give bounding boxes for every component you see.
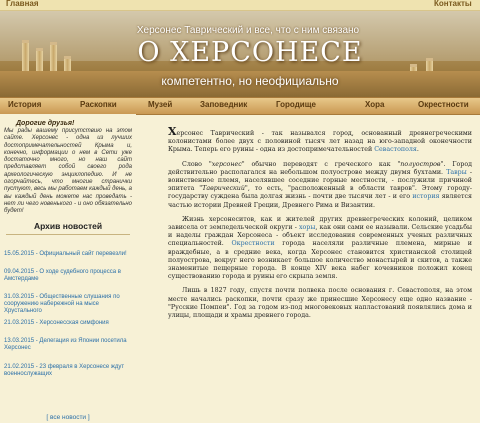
sevastopol-link[interactable]: Севастополя [374,146,417,154]
home-link[interactable]: Главная [6,0,39,8]
news-item[interactable]: 13.03.2015 - Делегация из Японии посетила Херсонес [4,338,127,351]
top-bar [0,0,480,11]
sidebar [0,114,136,423]
news-item[interactable]: 15.05.2015 - Официальный сайт перевезли! [4,251,127,257]
divider [6,234,130,235]
article-paragraph: Херсонес Таврический - так назывался город, основанный древнегреческими колонистами более двух с половиной тысяч лет назад на юго-западной оконечности Крыма. Теперь его руины - одна из достопримечательностей Севастополя. [168,125,472,154]
taurians-link[interactable]: Тавры [446,168,467,176]
nav-item-surroundings[interactable]: Окрестности [418,100,469,109]
history-link[interactable]: история [412,193,440,201]
chora-link[interactable]: хоры [298,224,316,232]
all-news-link[interactable]: [ все новости ] [46,414,90,421]
news-archive-title: Архив новостей [33,221,103,231]
surroundings-link[interactable]: Окрестности [231,240,275,248]
news-item[interactable]: 09.04.2015 - О ходе судебного процесса в Амстердаме [4,269,121,282]
site-title: О ХЕРСОНЕСЕ [137,37,363,68]
nav-item-excavations[interactable]: Раскопки [80,100,117,109]
article-paragraph: Жизнь херсонеситов, как и жителей других древнегреческих колоний, целиком зависела от земледельческой округи - хоры, как они сами ее называли. Сельские усадьбы и наделы граждан Херсонеса - объект исследования современных ученых различных специальностей. Окрестности города населяли различные племена, мирные и враждебные, а в средние века, когда Херсонес становится христианской столицей полуострова, вокруг него возникает большое количество монастырей и скитов, а также знаменитые пещерные города. В конце XIV века набег кочевников положил конец существованию города и руины его скрыла земля. [168,215,473,281]
article-paragraph: Лишь в 1827 году, спустя почти полвека после основания г. Севастополя, на этом месте начались раскопки, почти сразу же принесшие Херсонесу еще одно название - "Русские Помпеи". Год за годом из-под многовековых напластований появлялись дома и улицы, площади и храмы древнего города. [168,287,472,320]
news-item[interactable]: 21.02.2015 - 23 февраля в Херсонесе ждут военнослужащих [4,364,125,377]
nav-item-reserve[interactable]: Заповедник [200,100,248,109]
article-paragraph: Слово "херсонес" обычно переводят с греческого как "полуостров". Город действительно располагался на небольшом полуострове между двумя бухтами. Тавры - воинственное племя, населявшее соседние горные местности, - послужили причиной эпитета "Таврический", то есть, "расположенный в области тавров". Этому городу-государству суждена была долгая жизнь - почти две тысячи лет - и его история является частью истории Древней Греции, Древнего Рима и Византии. [168,160,472,209]
news-item[interactable]: 31.03.2015 - Общественные слушания по сооружению набережной на мысе Хрустального [4,294,120,314]
contacts-link[interactable]: Контакты [434,0,472,8]
greeting-text: Мы рады вашему присутствию на этом сайте. Херсонес - одна из лучших достопримечательностей Крыма и, конечно, информации о нем в Сети уже достаточно много, но наш сайт представляет собой своего рода археологическую энциклопедию. И не огорчайтесь, что многие странички пустуют, весь мы работаем каждый день, а вы каждый день можете нас проведать - нет ли чего новенького - и оно обязательно будет! [4,128,132,215]
news-item[interactable]: 21.03.2015 - Херсонесская симфония [4,320,109,326]
site-tagline: Херсонес Таврический и все, что с ним связано [136,25,360,36]
main-article [168,125,473,420]
nav-item-chora[interactable]: Хора [365,100,385,109]
nav-item-museum[interactable]: Музей [148,100,173,109]
nav-item-settlement[interactable]: Городище [276,100,316,109]
site-subtitle: компетентно, но неофициально [161,74,339,88]
header-banner [0,11,480,97]
greeting-title: Дорогие друзья! [16,120,75,127]
nav-item-history[interactable]: История [8,100,42,109]
main-nav [0,97,480,115]
